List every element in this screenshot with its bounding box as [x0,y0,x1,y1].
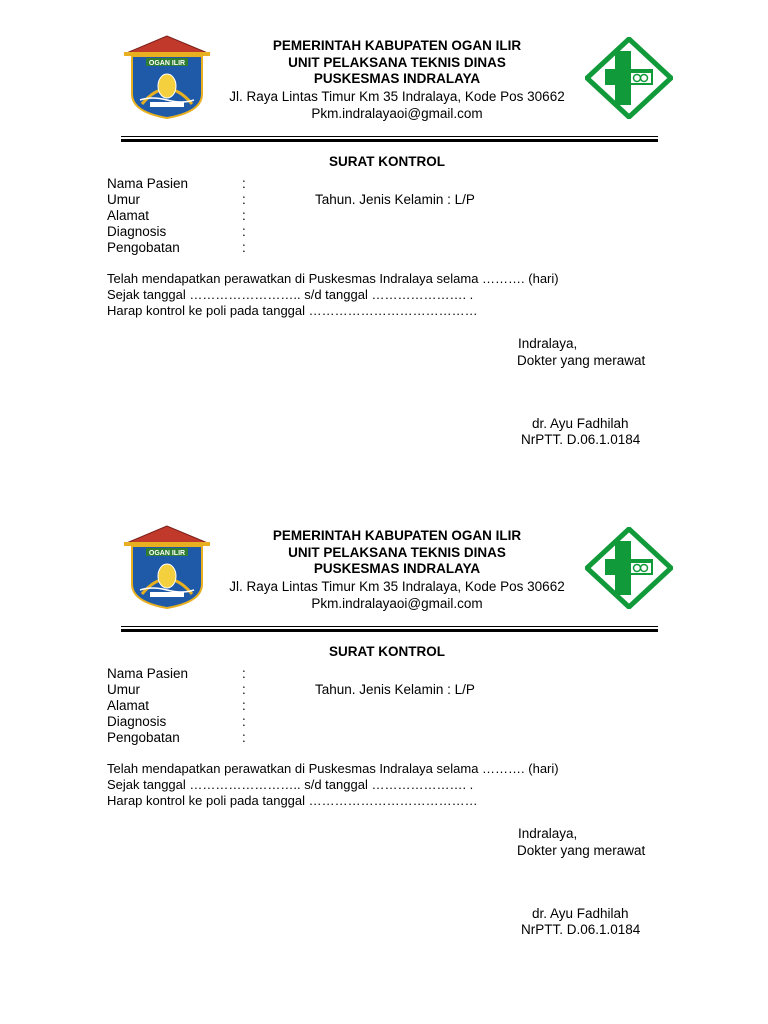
field-label-alamat: Alamat [107,698,150,713]
body-date-range: Sejak tanggal …………………….. s/d tanggal …………………. . [107,287,474,302]
field-colon: : [242,698,246,713]
signature-id: NrPTT. D.06.1.0184 [521,432,641,447]
header-address: Jl. Raya Lintas Timur Km 35 Indralaya, Kode Pos 30662 [229,88,565,104]
signature-id: NrPTT. D.06.1.0184 [521,922,641,937]
body-control-date: Harap kontrol ke poli pada tanggal ………………………………… [107,303,478,318]
signature-place: Indralaya, [518,336,578,351]
field-label-pengobatan: Pengobatan [107,730,180,745]
field-label-diagnosis: Diagnosis [107,224,167,239]
puskesmas-cross-emblem-icon [585,527,673,609]
ogan-ilir-emblem-icon [122,524,212,610]
signature-name: dr. Ayu Fadhilah [532,906,629,921]
header-unit: UNIT PELAKSANA TEKNIS DINAS [288,54,506,70]
header-government: PEMERINTAH KABUPATEN OGAN ILIR [272,38,522,53]
control-letter-2 [0,490,768,980]
field-label-pengobatan: Pengobatan [107,240,180,255]
field-colon: : [242,682,246,697]
header-divider-thin [121,136,658,137]
field-label-nama-pasien: Nama Pasien [107,666,189,681]
field-gender-text: Tahun. Jenis Kelamin : L/P [315,682,475,697]
signature-place: Indralaya, [518,826,578,841]
field-label-nama-pasien: Nama Pasien [107,176,189,191]
body-treatment-duration: Telah mendapatkan perawatkan di Puskesmas Indralaya selama ………. (hari) [107,761,559,776]
field-label-umur: Umur [107,192,140,207]
svg-text:OGAN ILIR: OGAN ILIR [148,60,186,67]
header-address: Jl. Raya Lintas Timur Km 35 Indralaya, Kode Pos 30662 [229,578,565,594]
header-puskesmas: PUSKESMAS INDRALAYA [313,71,481,86]
letter-title: SURAT KONTROL [329,644,445,659]
signature-name: dr. Ayu Fadhilah [532,416,629,431]
field-colon: : [242,224,246,239]
field-colon: : [242,666,246,681]
field-label-alamat: Alamat [107,208,150,223]
header-email: Pkm.indralayaoi@gmail.com [311,105,483,121]
header-email: Pkm.indralayaoi@gmail.com [311,595,483,611]
body-treatment-duration: Telah mendapatkan perawatkan di Puskesmas Indralaya selama ………. (hari) [107,271,559,286]
field-label-umur: Umur [107,682,140,697]
header-puskesmas: PUSKESMAS INDRALAYA [313,561,481,576]
header-government: PEMERINTAH KABUPATEN OGAN ILIR [272,528,522,543]
puskesmas-cross-emblem-icon [585,37,673,119]
field-colon: : [242,730,246,745]
field-colon: : [242,192,246,207]
field-colon: : [242,714,246,729]
body-date-range: Sejak tanggal …………………….. s/d tanggal …………………. . [107,777,474,792]
field-colon: : [242,208,246,223]
field-colon: : [242,176,246,191]
body-control-date: Harap kontrol ke poli pada tanggal ………………………………… [107,793,478,808]
signature-role: Dokter yang merawat [517,353,646,368]
header-divider-thin [121,626,658,627]
signature-role: Dokter yang merawat [517,843,646,858]
field-colon: : [242,240,246,255]
field-gender-text: Tahun. Jenis Kelamin : L/P [315,192,475,207]
header-unit: UNIT PELAKSANA TEKNIS DINAS [288,544,506,560]
field-label-diagnosis: Diagnosis [107,714,167,729]
header-divider-thick [121,139,658,142]
header-divider-thick [121,629,658,632]
control-letter-1 [0,0,768,490]
letterhead [200,528,594,612]
svg-text:OGAN ILIR: OGAN ILIR [148,550,186,557]
letterhead [200,38,594,122]
letter-title: SURAT KONTROL [329,154,445,169]
ogan-ilir-emblem-icon [122,34,212,120]
